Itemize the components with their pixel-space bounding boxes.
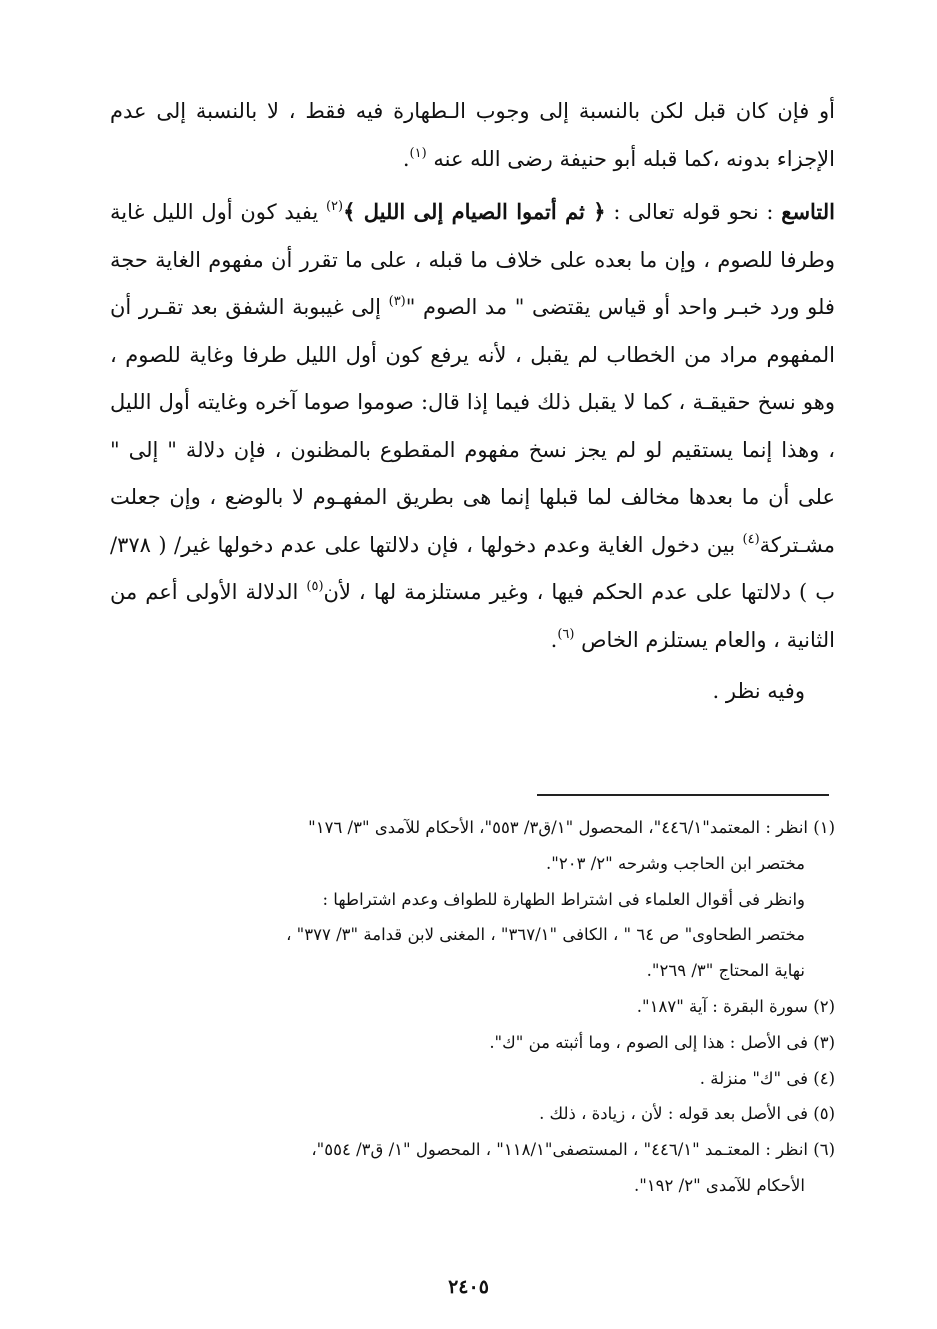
footnote-ref: (٣) (388, 294, 406, 309)
footnote-number: (٢) (813, 996, 835, 1016)
main-text (110, 88, 835, 716)
footnote-4 (110, 1061, 835, 1097)
paragraph-3-text: وفيه نظر . (712, 679, 805, 703)
footnote-divider (537, 794, 829, 796)
footnote-ref: (٥) (306, 579, 324, 594)
paragraph-1 (110, 88, 835, 183)
footnote-ref: (٦) (557, 626, 575, 642)
paragraph-2-tail: . (550, 627, 558, 652)
footnote-number: (٣) (813, 1032, 835, 1052)
footnote-number: (٦) (813, 1140, 835, 1160)
paragraph-3 (110, 668, 835, 716)
footnote-line: انظر : المعتمد"٤٤٦/١"، المحصول "١/ق٣/ ٥٥٣"، الأحكام للآمدى "٣/ ١٧٦" (308, 818, 808, 837)
footnote-line: فى "ك" منزلة . (699, 1068, 808, 1088)
footnote-line: سورة البقرة : آية "١٨٧". (636, 996, 808, 1016)
document-page (110, 88, 836, 1195)
footnote-5 (110, 1096, 835, 1132)
footnote-1 (110, 810, 835, 989)
footnote-line: فى الأصل بعد قوله : لأن ، زيادة ، ذلك . (539, 1104, 808, 1124)
paragraph-2-text-a: : نحو قوله تعالى : (613, 200, 774, 224)
footnote-ref: (٤) (742, 531, 760, 547)
footnotes (110, 810, 835, 1204)
page-number: ٢٤٠٥ (448, 1276, 489, 1298)
paragraph-1-text: أو فإن كان قبل لكن بالنسبة إلى وجوب الـطهارة فيه فقط ، لا بالنسبة إلى عدم الإجزاء بدونه ،كما قبله أبو حنيفة رضى الله عنه (110, 99, 835, 171)
paragraph-2-text-e: الدلالة الأولى أعم من الثانية ، والعام يستلزم الخاص (110, 580, 835, 652)
footnote-line: انظر : المعتـمد "٤٤٦/١" ، المستصفى"١١٨/١" ، المحصول "١/ ق٣/ ٥٥٤"، (311, 1140, 808, 1160)
footnote-2 (110, 989, 835, 1025)
paragraph-2-text-d: بين دخول الغاية وعدم دخولها ، فإن دلالتها على عدم دخولها غير/ ( ٣٧٨/ب ) دلالتها على عدم الحكم فيها ، وغير مستلزمة لها ، لأن (110, 532, 835, 604)
footnote-ref: (٢) (325, 199, 344, 214)
paragraph-2-text-b: يفيد كون أول الليل غاية وطرفا للصوم ، وإن ما بعده على خلاف ما قبله ، على ما تقرر أن مفهوم الغاية حجة فلو ورد خبـر واحد أو قياس يقتضى " مد الصوم " (110, 200, 835, 319)
paragraph-heading: التاسع (781, 199, 836, 224)
footnote-line: وانظر فى أقوال العلماء فى اشتراط الطهارة للطواف وعدم اشتراطها : (322, 889, 805, 909)
paragraph-2-text-c: إلى غيبوبة الشفق بعد تقـرر أن المفهوم مراد من الخطاب لم يقبل ، لأنه يرفع كون أول الليل طرفا وغاية للصوم ، وهو نسخ حقيقـة ، كما لا يقبل ذلك فيما إذا قال: صوموا صوما آخره وغايته أول الليل ، وهذا إنما يستقيم لو لم يجز نسخ مفهوم المقطوع بالمظنون ، فإن دلالة " إلى " على أن ما بعدها مخالف لما قبلها إنما هى بطريق المفهـوم لا بالوضع ، وإن جعلت مشـتركة (110, 295, 835, 557)
footnote-number: (٤) (813, 1068, 835, 1088)
footnote-line: مختصر الطحاوى" ص ٦٤ " ، الكافى "٣٦٧/١" ، المغنى لابن قدامة "٣/ ٣٧٧" ، (286, 925, 805, 945)
paragraph-1-tail: . (402, 146, 410, 171)
footnote-line: نهاية المحتاج "٣/ ٢٦٩". (646, 961, 805, 981)
footnote-line: الأحكام للآمدى "٢/ ١٩٢". (633, 1175, 805, 1195)
footnote-3 (110, 1025, 835, 1061)
footnote-number: (٥) (813, 1104, 835, 1124)
footnote-line: مختصر ابن الحاجب وشرحه "٢/ ٢٠٣". (546, 853, 805, 873)
footnote-line: فى الأصل : هذا إلى الصوم ، وما أثبته من "ك". (489, 1032, 808, 1052)
paragraph-2 (110, 188, 835, 664)
quran-verse: ﴿ ثم أتموا الصيام إلى الليل ﴾ (343, 199, 606, 224)
footnote-number: (١) (813, 818, 835, 837)
footnote-6 (110, 1132, 835, 1204)
footnote-ref: (١) (409, 145, 427, 161)
